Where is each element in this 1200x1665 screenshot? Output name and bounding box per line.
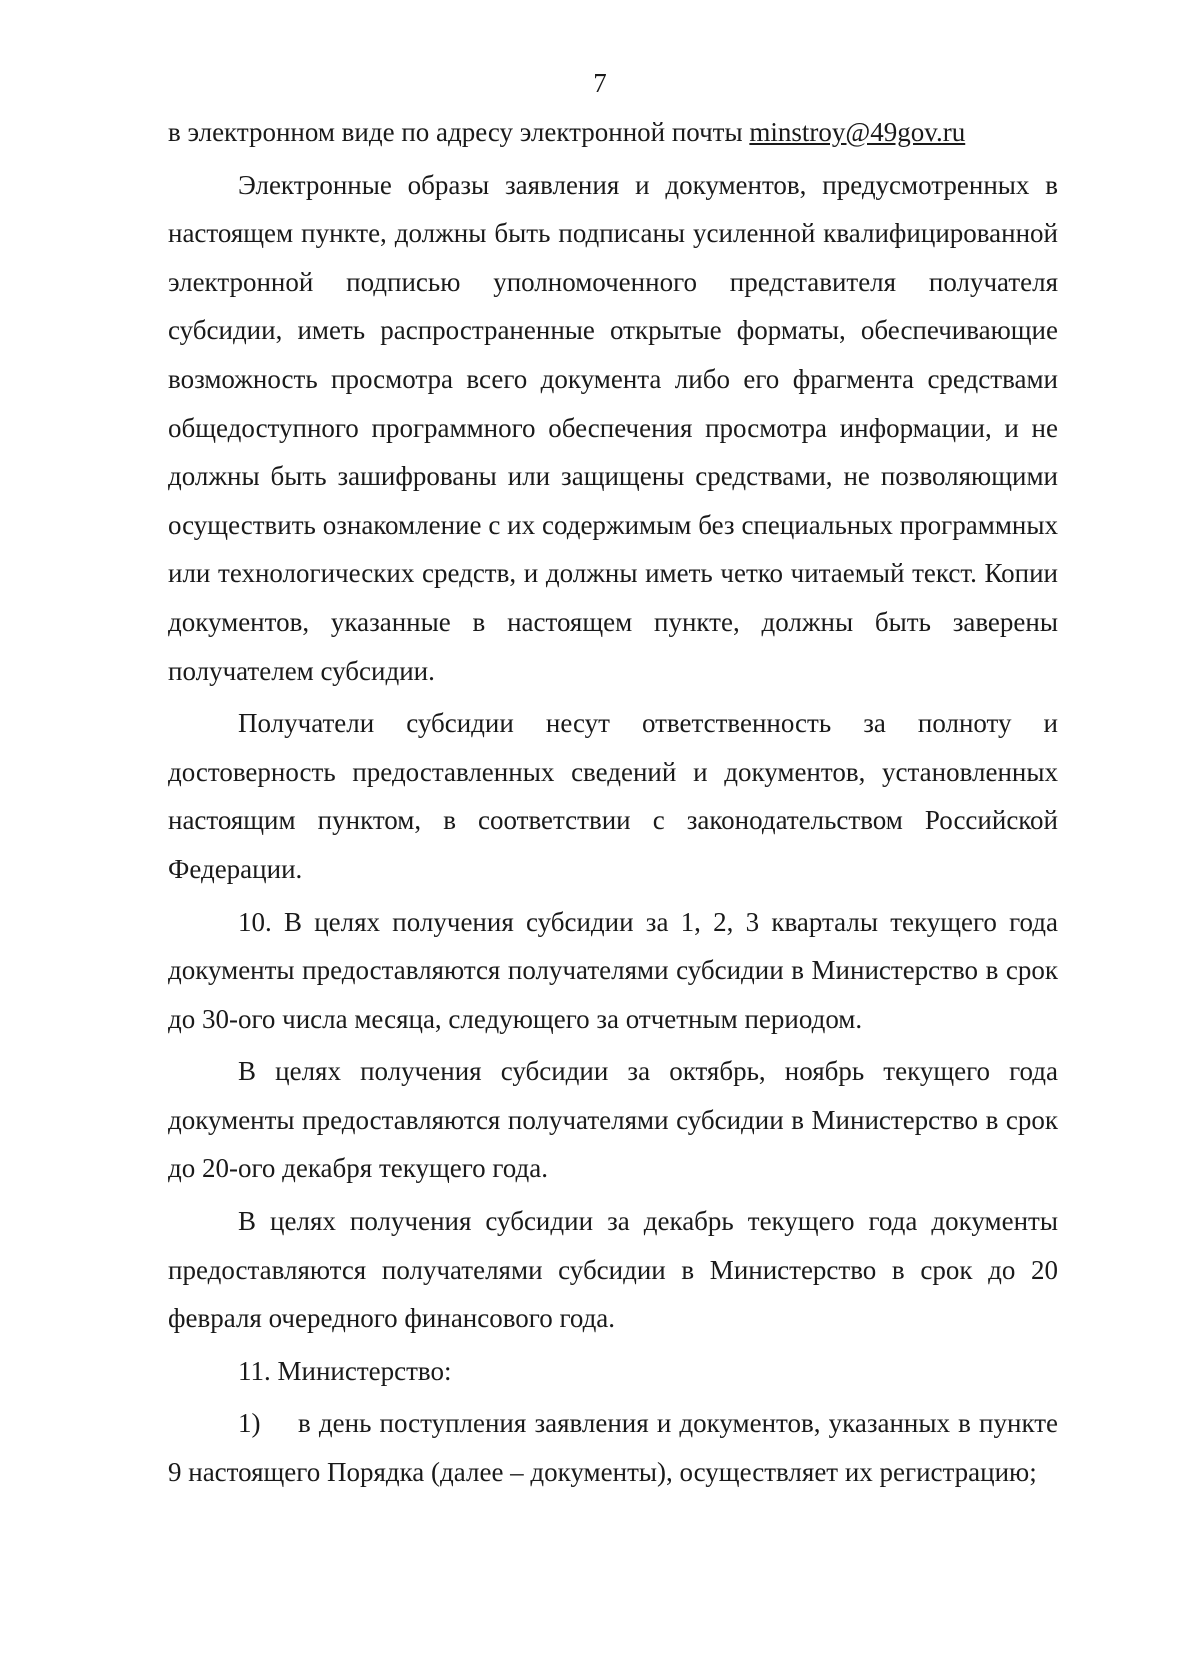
list-marker: 1) — [238, 1408, 261, 1439]
paragraph-item-11-ministry: 11. Министерство: — [238, 1355, 452, 1386]
page-number: 7 — [593, 68, 607, 98]
document-body — [168, 108, 1058, 1497]
email-link[interactable]: minstroy@49gov.ru — [749, 117, 966, 147]
paragraph-email-text: в электронном виде по адресу электронной почты — [168, 117, 750, 147]
paragraph-item-10: 10. В целях получения субсидии за 1, 2, 3 кварталы текущего года документы предоставляются получателями субсидии в Министерство в срок до 30-ого числа месяца, следующего за отчетным периодом. — [168, 906, 1058, 1034]
paragraph-december: В целях получения субсидии за декабрь текущего года документы предоставляются получателями субсидии в Министерство в срок до 20 февраля очередного финансового года. — [168, 1206, 1058, 1334]
paragraph-electronic-images: Электронные образы заявления и документов, предусмотренных в настоящем пункте, должны быть подписаны усиленной квалифицированной электронной подписью уполномоченного представителя получателя субсидии, иметь распространенные открытые форматы, обеспечивающие возможность просмотра всего документа либо его фрагмента средствами общедоступного программного обеспечения просмотра информации, и не должны быть зашифрованы или защищены средствами, не позволяющими осуществить ознакомление с их содержимым без специальных программных или технологических средств, и должны иметь четко читаемый текст. Копии документов, указанные в настоящем пункте, должны быть заверены получателем субсидии. — [168, 169, 1058, 686]
paragraph-october-november: В целях получения субсидии за октябрь, ноябрь текущего года документы предоставляются получателями субсидии в Министерство в срок до 20-ого декабря текущего года. — [168, 1056, 1058, 1184]
paragraph-recipient-responsibility: Получатели субсидии несут ответственность за полноту и достоверность предоставленных сведений и документов, установленных настоящим пунктом, в соответствии с законодательством Российской Федерации. — [168, 708, 1058, 884]
subitem-1-text: в день поступления заявления и документов, указанных в пункте 9 настоящего Порядка (далее – документы), осуществляет их регистрацию; — [168, 1408, 1058, 1488]
paragraph-subitem-1 — [168, 1399, 1058, 1496]
paragraph-email-address — [168, 108, 1058, 157]
